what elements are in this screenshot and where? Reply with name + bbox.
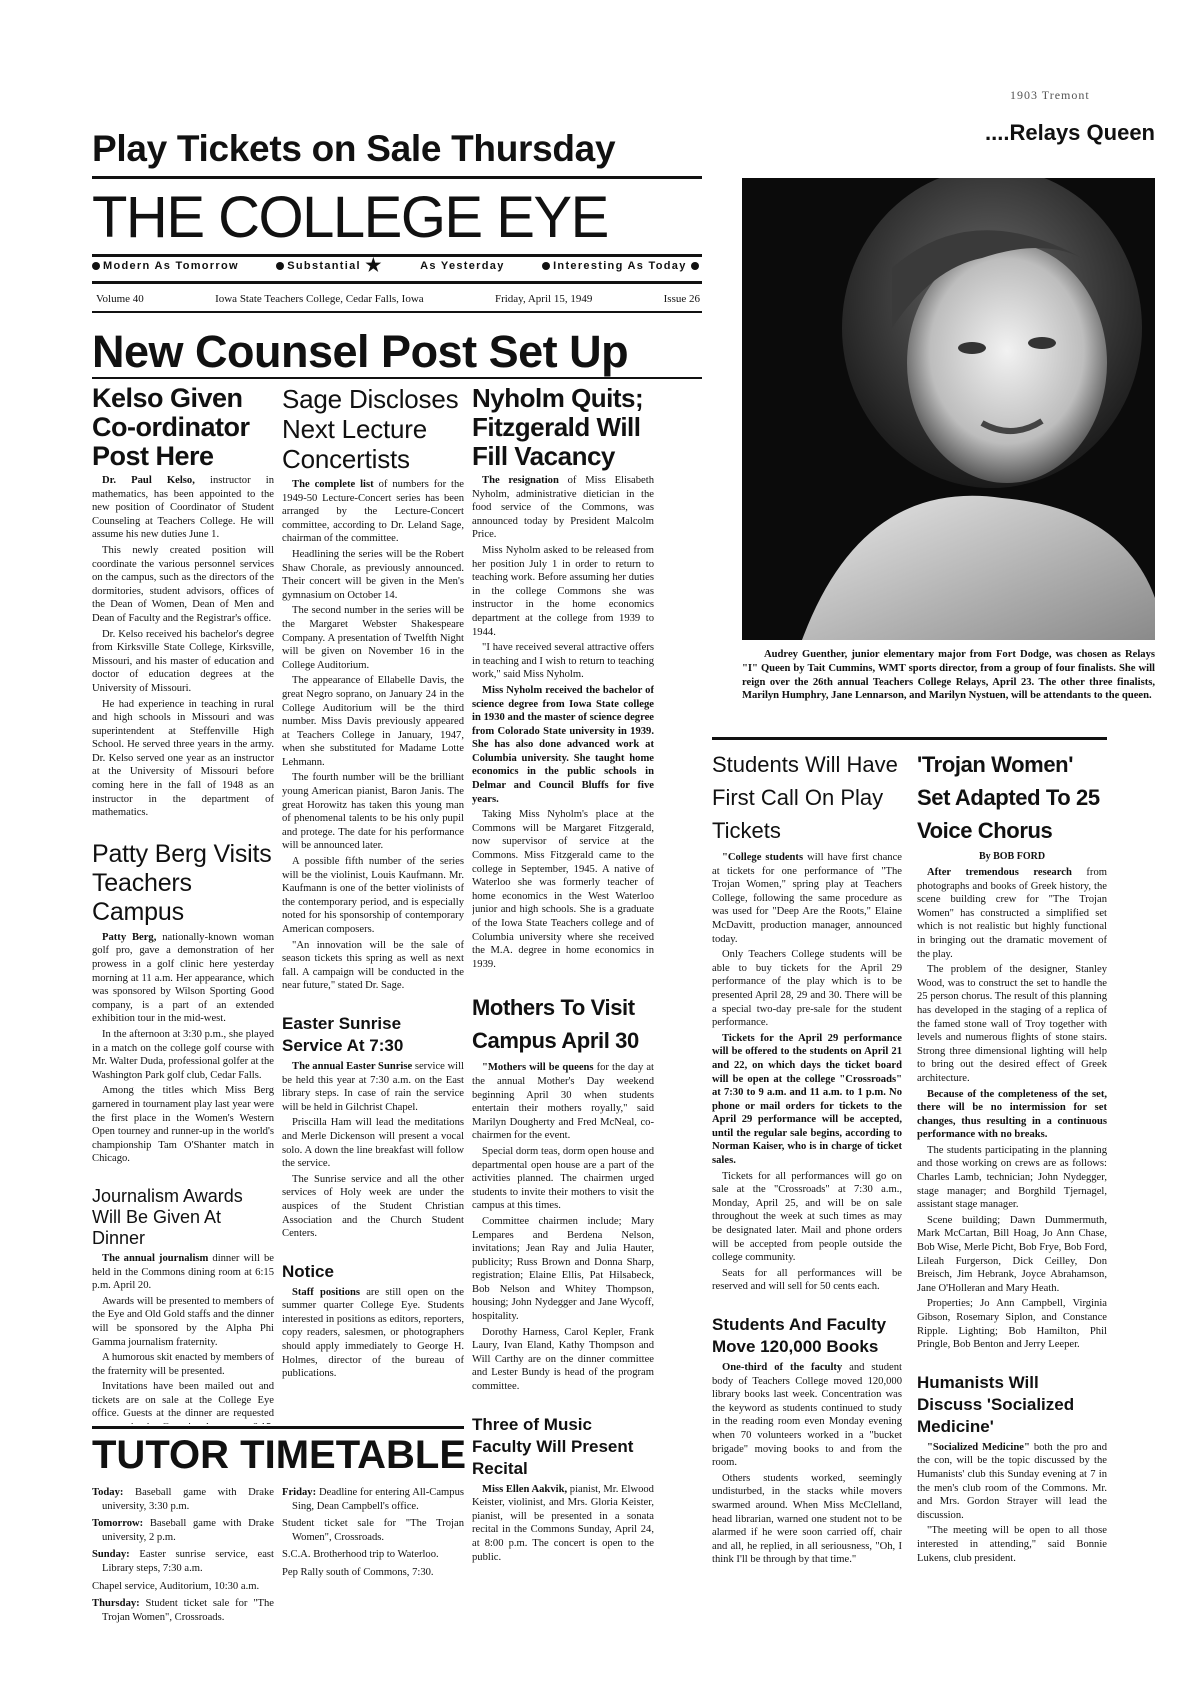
article-music [472,1414,654,1565]
motto-item [92,260,239,272]
article-berg [92,840,274,1166]
article-body [472,1483,654,1565]
timetable-item [92,1517,274,1544]
headline: Easter Sunrise Service At 7:30 [282,1013,404,1055]
paragraph [712,1361,902,1470]
paragraph-text: will have first chance at tickets for one performance of "The Trojan Women," spring play at Teachers College, following the same procedure as was used for "Deep Are the Roots," Elaine McDavitt, production manager, announced today. [712,852,902,945]
paragraph-text: for the day at the annual Mother's Day weekend beginning April 30 when students entertain their mothers royally," said Marilyn Dougherty and Fred McNeal, co-chairmen for the event. [472,1062,654,1142]
folio-line [96,293,700,305]
article-body [282,1286,464,1381]
article-body [92,931,274,1166]
paragraph: Dr. Kelso received his bachelor's degree from Kirksville State College, Kirksville, Missouri, and his master of education and doctor of education degrees at the University of Missouri. [92,628,274,694]
lead-in: "Mothers will be queens [482,1062,594,1074]
queen-portrait-photo [742,178,1155,640]
paragraph: "An innovation will be the sale of season tickets this spring as well as next fall. A campaign will be conducted in the near future," stated Dr. Sage. [282,939,464,992]
lead-in: Patty Berg, [102,931,157,943]
lead-in: The annual journalism [102,1252,209,1264]
paragraph-text: Tickets for the April 29 performance will be offered to the students on April 21 and 22, on which days the ticket board will be open at the college "Crossroads" at 7:30 to 9 a.m. and 11 a.m. to 1 p.m. No phone or mail orders for tickets to the April 29 performance will be accepted, until the regular sale begins, according to Norman Kaiser, who is in charge of ticket sales. [712,1032,902,1167]
divider [92,254,702,257]
motto-text: Interesting As Today [553,260,687,272]
headline: 'Trojan Women' Set Adapted To 25 Voice Chorus [917,752,1100,843]
timetable-text: S.C.A. Brotherhood trip to Waterloo. [282,1549,439,1561]
paragraph: The appearance of Ellabelle Davis, the great Negro soprano, on January 24 in the College Auditorium will be the third number. Miss Davis previously appeared at Teachers College in January, 1947, when she substituted for Madame Lotte Lehmann. [282,675,464,768]
article-body [917,866,1107,1352]
institution: Iowa State Teachers College, Cedar Falls, Iowa [215,293,424,305]
column-4 [712,748,902,1658]
paragraph: The students participating in the planning and those working on crews are as follows: Charles Lamb, technician; John Nydegger, stage manager; and Borghild Tjernagel, assistant stage manager. [917,1144,1107,1211]
headline: Notice [282,1261,334,1281]
bullet-icon [691,262,699,270]
lead-in: The complete list [292,479,374,490]
timetable-item [282,1486,464,1513]
issue-date: Friday, April 15, 1949 [494,293,593,305]
article-body [712,1361,902,1567]
paragraph: Priscilla Ham will lead the meditations and Merle Dickenson will present a vocal solo. A down the line breakfast will follow the service. [282,1117,464,1170]
headline: Mothers To Visit Campus April 30 [472,995,639,1054]
timetable-text: Student ticket sale for "The Trojan Women", Crossroads. [102,1598,274,1623]
lead-in: "Socialized Medicine" [927,1441,1030,1453]
timetable-day: Sunday: [92,1549,130,1561]
paragraph: In the afternoon at 3:30 p.m., she played in a match on the college golf course with Mr. Walter Duda, professional golfer at the Washington Park golf club, Cedar Falls. [92,1029,274,1081]
timetable-item [282,1517,464,1544]
lead-in: Miss Ellen Aakvik, [482,1483,568,1495]
column-2 [282,384,464,1424]
article-body [712,851,902,1294]
paragraph-text: Because of the completeness of the set, there will be no intermission for set changes, thus resulting in a continuous performance with no breaks. [917,1088,1107,1141]
paragraph-text: of numbers for the 1949-50 Lecture-Concert series has been arranged by the Lecture-Concert committee, according to Dr. Leland Sage, chairman of the committee. [282,479,464,545]
paragraph-text: nationally-known woman golf pro, gave a demonstration of her prowess in a golf clinic here yesterday morning at 11 a.m. Her appearance, which was sponsored by Wilson Sporting Good company, is a part of an extended exhibition tour in the mid-west. [92,931,274,1025]
lead-in: After tremendous research [927,867,1072,878]
paragraph: Invitations have been mailed out and tickets are on sale at the College Eye office. Guests at the dinner are requested [92,1381,274,1420]
paragraph: Seats for all performances will be reserved and will sell for 50 cents each. [712,1267,902,1293]
timetable-text: Easter sunrise service, east Library steps, 7:30 a.m. [102,1549,274,1574]
paragraph: A possible fifth number of the series will be the violinist, Louis Kaufmann. Mr. Kaufmann is one of the better violinists of the contemporary period, and is especially noted for his sponsorship of contemporary American composers. [282,856,464,935]
headline: Kelso Given Co-ordinator Post Here [92,384,250,471]
timetable-item [92,1580,274,1594]
motto-item [276,255,383,275]
lead-in: The resignation [482,475,559,486]
lead-in: Dr. Paul Kelso, [102,475,195,486]
paragraph [472,1061,654,1143]
paragraph [92,1252,274,1293]
headline: Nyholm Quits; Fitzgerald Will Fill Vacancy [472,384,644,471]
timetable-left [92,1486,274,1628]
paragraph-text: from photographs and books of Greek history, the scene building crew for "The Trojan Women" has constructed a simplified set which is not realistic but highly functional in bringing out the dramatic movement of the play. [917,867,1107,960]
timetable-day: Friday: [282,1487,317,1498]
lead-in: Staff positions [292,1286,361,1298]
headline: Students Will Have First Call On Play Tickets [712,752,898,843]
photo-caption: Audrey Guenther, junior elementary major from Fort Dodge, was chosen as Relays "I" Queen by Tait Cummins, WMT sports director, from a group of four finalists. She will reign over the 26th annual Teachers College Relays, April 23. The other three finalists, Marilyn Humphry, Jane Lennarson, and Marilyn Nystuen, will be attendants to the queen. [742,649,1155,702]
motto-item [542,260,702,272]
paragraph-text: pianist, Mr. Elwood Keister, violinist, and Mrs. Gloria Keister, pianist, will be presented in a sonata recital in the Commons Sunday, April 24, at 8:00 p.m. The concert is open to the public. [472,1483,654,1563]
motto-text: As Yesterday [420,260,505,272]
paragraph: Committee chairmen include; Mary Lempares and Berdena Nelson, invitations; Jean Ray and Julia Hauter, publicity; Russ Brown and Donna Sharp, registration; Elaine Ellis, Pat Hilsabeck, Bob Nelson and Whitey Thompson, housing; John Nydegger and Jane Wycoff, hospitality. [472,1215,654,1323]
paragraph-text: instructor in mathematics, has been appointed to the new position of Coordinator of Student Counseling at Teachers College. He will assume his new duties June 1. [92,475,274,541]
paragraph: Headlining the series will be the Robert Shaw Chorale, as previously announced. Their concert will be given in the Men's gymnasium on October 14. [282,548,464,601]
lead-in: "College students [722,852,804,863]
paragraph: Tickets for all performances will go on sale at the "Crossroads" at 7:30 a.m., Monday, April 25, and will be on sale throughout the week at such times as may be designated later. Mail and phone orders will be accepted from people outside the college community. [712,1170,902,1264]
paragraph: Properties; Jo Ann Campbell, Virginia Gibson, Rosemary Siplon, and Constance Ripple. Lighting; Bob Hamilton, Phil Pringle, Bob Benton and Jerry Leeper. [917,1298,1107,1351]
paragraph: Others students worked, seemingly undisturbed, in the stacks while movers swarmed around. When Miss McClelland, head librarian, warned one student not to be alarmed if he were soon carried off, chair and all, he replied, in all seriousness, "Oh, I think I'll be through by that time." [712,1472,902,1566]
main-headline: New Counsel Post Set Up [92,326,629,377]
bullet-icon [542,262,550,270]
motto [92,255,702,275]
paragraph: Special dorm teas, dorm open house and departmental open house are a part of the activities planned. The chairmen urged students to invite their mothers to visit the campus at this times. [472,1145,654,1212]
paragraph-text: Miss Nyholm received the bachelor of science degree from Iowa State college in 1930 and the master of science degree from Colorado State university in 1939. She has also done advanced work at Columbia university. She taught home economics in the public schools in Delmar and Council Bluffs for five years. [472,684,654,805]
lead-in: The annual Easter Sunrise [292,1060,413,1072]
divider [92,377,702,379]
paragraph: "I have received several attractive offers in teaching and I wish to return to teaching work," said Miss Nyholm. [472,642,654,681]
paragraph [472,474,654,542]
star-icon: ★ [365,255,383,275]
column-1 [92,384,274,1424]
column-3 [472,384,654,1634]
timetable-item [92,1548,274,1575]
article-journalism [92,1186,274,1424]
motto-text: Substantial [287,260,361,272]
article-body [282,1060,464,1241]
article-body [92,474,274,820]
issue-number: Issue 26 [663,293,700,305]
paragraph [472,1483,654,1565]
article-nyholm [472,384,654,971]
paragraph-text: are still open on the summer quarter College Eye. Students interested in positions as editors, reporters, copy readers, salesmen, or photographers should apply immediately to George H. Holmes, director of the bureau of publications. [282,1286,464,1380]
paragraph: "The meeting will be open to all those interested in attending," said Bonnie Lukens, club president. [917,1525,1107,1564]
paragraph-text: both the pro and the con, will be the topic discussed by the Humanists' club this Sunday evening at 7 in the men's club room of the Commons. Mr. and Mrs. Gordon Strayer will lead the discussion. [917,1441,1107,1521]
article-body [472,474,654,971]
paragraph [917,1088,1107,1142]
paragraph: Only Teachers College students will be able to buy tickets for the April 29 performance of the play which is to be presented April 28, 29 and 30. There will be a special two-day pre-sale for the student performance. [712,949,902,1029]
divider [92,176,702,179]
timetable-text: Baseball game with Drake university, 2 p.m. [102,1518,274,1543]
banner-headline: Play Tickets on Sale Thursday [92,128,616,169]
divider [92,311,702,313]
timetable-item [92,1486,274,1513]
bullet-icon [92,262,100,270]
article-humanists [917,1372,1107,1565]
paragraph: The fourth number will be the brilliant young American pianist, Baron Janis. The great Horowitz has taken this young man of phenomenal talents to be his only pupil and protege. The date for his performance will be announced later. [282,772,464,852]
portrait-image [742,178,1155,640]
library-stamp: 1903 Tremont [1010,88,1090,102]
article-sage [282,384,464,993]
article-tickets [712,748,902,1294]
article-body [92,1252,274,1424]
article-body [282,478,464,993]
volume: Volume 40 [96,293,144,305]
headline: Humanists Will Discuss 'Socialized Medicine' [917,1372,1075,1436]
paragraph [282,1286,464,1381]
timetable-day: Today: [92,1487,124,1498]
headline: Journalism Awards Will Be Given At Dinner [92,1185,243,1248]
timetable-right [282,1486,464,1584]
article-body [917,1441,1107,1565]
paragraph-text: dinner will be held in the Commons dining room at 6:15 p.m. April 20. [92,1252,274,1292]
newspaper-title: THE COLLEGE EYE [92,185,608,250]
paragraph: Miss Nyholm asked to be released from her position July 1 in order to return to teaching work. Before assuming her duties in the college Commons she was instructor in the home economics department at the college from 1939 to 1944. [472,544,654,638]
paragraph: Among the titles which Miss Berg garnered in tournament play last year were the first place in the Women's Western Open tourney and runner-up in the world's championship Tam O'Shanter match in Chicago. [92,1085,274,1165]
paragraph: Awards will be presented to members of the Eye and Old Gold staffs and the dinner will be sponsored by the Alpha Phi Gamma journalism fraternity. [92,1295,274,1348]
paragraph: This newly created position will coordinate the various personnel services on the campus, such as the directors of the dormitories, student advisors, offices of the Dean of Women, Dean of Men and Dean of Faculty and the Registrar's office. [92,544,274,624]
paragraph-text: and student body of Teachers College moved 120,000 library books last week. Concentration was the keyword as students continued to study in the reading room even Monday evening when 70 volunteers worked in a "bucket brigade" moving books to and from the room. [712,1362,902,1469]
bullet-icon [276,262,284,270]
paragraph: The second number in the series will be the Margaret Webster Shakespeare Company. A presentation of Twelfth Night will be given on November 16 in the College Auditorium. [282,605,464,671]
paragraph [472,684,654,806]
paragraph [282,1060,464,1114]
timetable-item [282,1566,464,1580]
paragraph-text: service will be held this year at 7:30 a.m. on the East library steps. In case of rain the service will be held in Gilchrist Chapel. [282,1060,464,1113]
paragraph: A humorous skit enacted by members of the fraternity will be presented. [92,1352,274,1377]
paragraph-text: of Miss Elisabeth Nyholm, administrative dietician in the food service of the Commons, was announced today by President Malcolm Price. [472,475,654,541]
article-easter [282,1013,464,1241]
motto-item [420,260,505,272]
paragraph: The Sunrise service and all the other services of Holy week are under the auspices of the Student Christian Association and the Church Student Centers. [282,1173,464,1240]
timetable-text: Deadline for entering All-Campus Sing, Dean Campbell's office. [292,1487,464,1512]
divider [712,737,1107,740]
timetable-text: Pep Rally south of Commons, 7:30. [282,1566,434,1578]
headline: Sage Discloses Next Lecture Concertists [282,384,459,474]
paragraph: Taking Miss Nyholm's place at the Commons will be Margaret Fitzgerald, now supervisor of service at the Commons. Miss Fitzgerald came to the college in September, 1945. A native of Waterloo she was formerly teacher of home economics in the West Waterloo junior and high schools. She is a graduate of the Iowa State Teachers college and of Columbia university where she received the M.A. degree in home economics in 1939. [472,809,654,970]
divider [92,281,702,284]
article-body [472,1061,654,1393]
paragraph: Scene building; Dawn Dummermuth, Mark McCartan, Bill Hoag, Jo Ann Chase, Bob Wise, Merle Picht, Bob Frye, Bob Ford, Lileah Furgerson, Dick Ceilley, Don Breisch, Jim Hebrank, Joyce Abrahamson, Jane O'Holleran and Mary Heath. [917,1214,1107,1294]
paragraph [92,474,274,542]
paragraph: He had experience in teaching in rural and high schools in Missouri and was superintendent at Steffenville High School. He served three years in the army. Dr. Kelso served one year as an instructor at the University of Missouri before coming here in the fall of 1948 as an instructor in the department of mathematics. [92,698,274,819]
photo-headline: ....Relays Queen [985,120,1155,145]
byline: By BOB FORD [978,851,1046,862]
divider [92,1426,464,1429]
paragraph [712,1032,902,1168]
lead-in: One-third of the faculty [722,1362,843,1373]
timetable-title: TUTOR TIMETABLE [92,1433,467,1477]
timetable-text: Student ticket sale for "The Trojan Women", Crossroads. [282,1518,464,1543]
headline: Three of Music Faculty Will Present Recital [472,1414,634,1478]
paragraph [917,866,1107,961]
article-kelso [92,384,274,820]
timetable-item [282,1548,464,1562]
paragraph [917,1441,1107,1523]
article-mothers [472,991,654,1393]
motto-text: Modern As Tomorrow [103,260,239,272]
timetable-day: Tomorrow: [92,1518,144,1530]
article-trojan [917,748,1107,1352]
timetable-text: Baseball game with Drake university, 3:30 p.m. [102,1487,274,1512]
article-books [712,1314,902,1567]
paragraph [712,851,902,946]
paragraph: Dorothy Harness, Carol Kepler, Frank Laury, Ivan Eland, Kathy Thompson and Will Carthy are on the dinner committee and Lester Bundy is head of the program committee. [472,1326,654,1393]
article-notice [282,1261,464,1381]
paragraph [282,478,464,546]
paragraph: The problem of the designer, Stanley Wood, was to construct the set to handle the 25 person chorus. The result of this planning has developed in the staging of a replica of the famed stone wall of Troy together with levels and numerous flights of stone stairs. Strong three dimensional lighting will help to bring out the desired effect of Greek architecture. [917,964,1107,1084]
timetable-text: Chapel service, Auditorium, 10:30 a.m. [92,1580,260,1592]
paragraph [92,931,274,1026]
headline: Patty Berg Visits Teachers Campus [92,839,272,926]
headline: Students And Faculty Move 120,000 Books [712,1315,887,1356]
column-5 [917,748,1107,1648]
timetable-item [92,1597,274,1624]
timetable-day: Thursday: [92,1598,140,1610]
